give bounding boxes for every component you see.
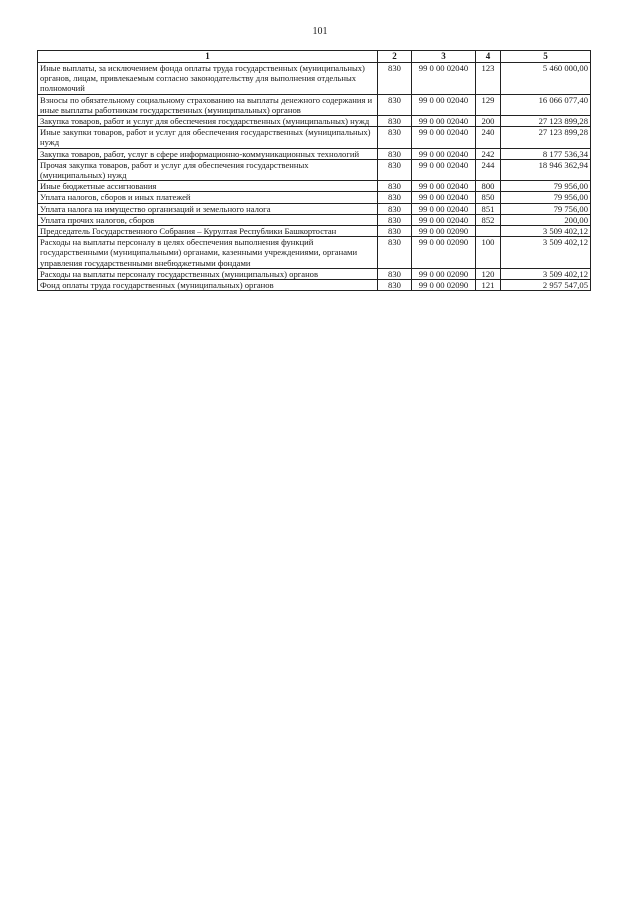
table-row [38, 237, 591, 269]
row-code: 99 0 00 02090 [412, 280, 476, 291]
row-code: 99 0 00 02090 [412, 226, 476, 237]
page-number: 101 [312, 26, 328, 37]
row-name: Председатель Государственного Собрания – Курултая Республики Башкортостан [38, 226, 378, 237]
row-sum: 18 946 362,94 [501, 159, 591, 180]
row-code: 99 0 00 02040 [412, 181, 476, 192]
row-sum: 79 756,00 [501, 203, 591, 214]
table-row [38, 159, 591, 180]
row-dept: 830 [378, 214, 412, 225]
table-row [38, 214, 591, 225]
row-type: 800 [476, 181, 501, 192]
row-name: Расходы на выплаты персоналу в целях обеспечения выполнения функций государственными (муниципальными) органами, казенными учреждениями, органами управления государственными внебюджетными фондами [38, 237, 378, 269]
table-row [38, 192, 591, 203]
row-dept: 830 [378, 127, 412, 148]
row-name: Иные выплаты, за исключением фонда оплаты труда государственных (муниципальных) органов, лицам, привлекаемым согласно законодательству для выполнения отдельных полномочий [38, 63, 378, 95]
row-type: 240 [476, 127, 501, 148]
header-col-3: 3 [412, 51, 476, 63]
table-header-row [38, 51, 591, 63]
row-code: 99 0 00 02090 [412, 268, 476, 279]
table-body [38, 63, 591, 291]
row-sum: 200,00 [501, 214, 591, 225]
row-sum: 3 509 402,12 [501, 237, 591, 269]
header-col-4: 4 [476, 51, 501, 63]
row-dept: 830 [378, 237, 412, 269]
row-name: Прочая закупка товаров, работ и услуг для обеспечения государственных (муниципальных) нужд [38, 159, 378, 180]
row-type: 852 [476, 214, 501, 225]
row-dept: 830 [378, 226, 412, 237]
row-dept: 830 [378, 192, 412, 203]
row-sum: 79 956,00 [501, 181, 591, 192]
row-dept: 830 [378, 181, 412, 192]
row-sum: 3 509 402,12 [501, 226, 591, 237]
row-name: Взносы по обязательному социальному страхованию на выплаты денежного содержания и иные выплаты работникам государственных (муниципальных) органов [38, 94, 378, 115]
row-type: 850 [476, 192, 501, 203]
row-type: 121 [476, 280, 501, 291]
row-type: 100 [476, 237, 501, 269]
row-code: 99 0 00 02090 [412, 237, 476, 269]
row-sum: 27 123 899,28 [501, 116, 591, 127]
row-code: 99 0 00 02040 [412, 116, 476, 127]
row-dept: 830 [378, 268, 412, 279]
row-code: 99 0 00 02040 [412, 203, 476, 214]
row-name: Уплата налога на имущество организаций и земельного налога [38, 203, 378, 214]
row-name: Уплата прочих налогов, сборов [38, 214, 378, 225]
row-dept: 830 [378, 148, 412, 159]
table-row [38, 94, 591, 115]
row-dept: 830 [378, 63, 412, 95]
row-sum: 27 123 899,28 [501, 127, 591, 148]
header-col-2: 2 [378, 51, 412, 63]
row-type: 851 [476, 203, 501, 214]
row-type: 120 [476, 268, 501, 279]
row-name: Иные бюджетные ассигнования [38, 181, 378, 192]
row-code: 99 0 00 02040 [412, 94, 476, 115]
row-name: Расходы на выплаты персоналу государственных (муниципальных) органов [38, 268, 378, 279]
row-name: Иные закупки товаров, работ и услуг для обеспечения государственных (муниципальных) нужд [38, 127, 378, 148]
row-dept: 830 [378, 280, 412, 291]
row-sum: 8 177 536,34 [501, 148, 591, 159]
table-row [38, 203, 591, 214]
row-type: 244 [476, 159, 501, 180]
row-sum: 2 957 547,05 [501, 280, 591, 291]
table-row [38, 148, 591, 159]
table-row [38, 116, 591, 127]
row-type: 200 [476, 116, 501, 127]
budget-table [37, 50, 591, 291]
row-name: Закупка товаров, работ, услуг в сфере информационно-коммуникационных технологий [38, 148, 378, 159]
table-row [38, 181, 591, 192]
row-code: 99 0 00 02040 [412, 127, 476, 148]
row-sum: 16 066 077,40 [501, 94, 591, 115]
header-col-1: 1 [38, 51, 378, 63]
row-sum: 79 956,00 [501, 192, 591, 203]
row-code: 99 0 00 02040 [412, 192, 476, 203]
row-type [476, 226, 501, 237]
table-row [38, 127, 591, 148]
row-dept: 830 [378, 159, 412, 180]
table-row [38, 268, 591, 279]
row-type: 242 [476, 148, 501, 159]
row-code: 99 0 00 02040 [412, 63, 476, 95]
row-dept: 830 [378, 203, 412, 214]
header-col-5: 5 [501, 51, 591, 63]
row-code: 99 0 00 02040 [412, 214, 476, 225]
row-type: 129 [476, 94, 501, 115]
row-sum: 3 509 402,12 [501, 268, 591, 279]
table-row [38, 280, 591, 291]
row-type: 123 [476, 63, 501, 95]
row-name: Уплата налогов, сборов и иных платежей [38, 192, 378, 203]
row-code: 99 0 00 02040 [412, 159, 476, 180]
row-code: 99 0 00 02040 [412, 148, 476, 159]
row-dept: 830 [378, 94, 412, 115]
table-row [38, 226, 591, 237]
row-name: Закупка товаров, работ и услуг для обеспечения государственных (муниципальных) нужд [38, 116, 378, 127]
row-sum: 5 460 000,00 [501, 63, 591, 95]
row-name: Фонд оплаты труда государственных (муниципальных) органов [38, 280, 378, 291]
table-row [38, 63, 591, 95]
row-dept: 830 [378, 116, 412, 127]
